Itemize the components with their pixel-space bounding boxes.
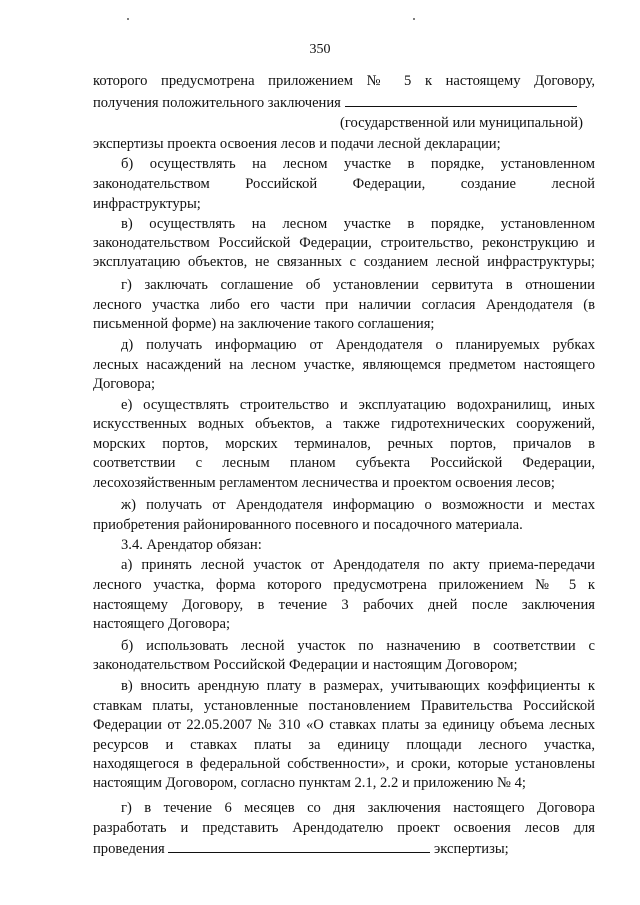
text-fragment: экспертизы; [434,841,509,857]
text-line: соответствии с лесным планом субъекта Российской Федерации, [93,455,595,471]
text-line: инфраструктуры; [93,196,201,212]
text-line: морских портов, морских терминалов, речных портов, причалов в [93,436,595,452]
text-line: настоящего Договора; [93,616,231,632]
text-line: б) осуществлять на лесном участке в порядке, установленном [121,156,595,172]
blank-fill-line [345,93,577,107]
text-line: приобретения районированного посевного и посадочного материала. [93,517,523,533]
text-line: лесохозяйственным регламентом лесничества и проектом освоения лесов; [93,475,555,491]
text-line: законодательством Российской Федерации, строительство, реконструкцию и [93,235,595,251]
text-line: эксплуатацию объектов, не связанных с созданием лесной инфраструктуры; [93,254,595,270]
text-line: законодательством Российской Федерации, создание лесной [93,176,595,192]
section-heading: 3.4. Арендатор обязан: [121,537,262,553]
text-line: которого предусмотрена приложением № 5 к настоящему Договору, [93,73,595,89]
text-line: б) использовать лесной участок по назначению в соответствии с [121,638,595,654]
text-line [93,839,595,858]
text-line: лесного участка либо его части при наличии согласия Арендодателя (в [93,297,595,313]
text-line: г) в течение 6 месяцев со дня заключения настоящего Договора [121,800,595,816]
scan-speck [413,18,415,20]
scan-speck [127,18,129,20]
blank-fill-line [168,839,430,853]
text-line: Федерации от 22.05.2007 № 310 «О ставках платы за единицу объема лесных [93,717,595,733]
text-line: настоящему Договору, в течение 3 рабочих дней после заключения [93,597,595,613]
text-fragment: проведения [93,841,165,857]
text-line [93,93,595,112]
blank-caption: (государственной или муниципальной) [340,115,583,131]
text-line: ставкам платы, установленные постановлением Правительства Российской [93,698,595,714]
text-line: разработать и представить Арендодателю проект освоения лесов для [93,820,595,836]
text-line: Договора; [93,376,156,392]
text-line: а) принять лесной участок от Арендодателя по акту приема-передачи [121,557,595,573]
text-line: экспертизы проекта освоения лесов и подачи лесной декларации; [93,136,501,152]
text-line: законодательством Российской Федерации и настоящим Договором; [93,657,518,673]
text-line: лесного участка, форма которого предусмотрена приложением № 5 к [93,577,595,593]
text-line: е) осуществлять строительство и эксплуатацию водохранилищ, иных [121,397,595,413]
text-line: письменной форме) на заключение такого соглашения; [93,316,435,332]
text-line: ж) получать от Арендодателя информацию о возможности и местах [121,497,595,513]
page-number: 350 [309,42,331,57]
text-line: настоящим Договором, согласно пунктам 2.1, 2.2 и приложению № 4; [93,775,526,791]
text-line: в) вносить арендную плату в размерах, учитывающих коэффициенты к [121,678,595,694]
text-line: искусственных водных объектов, а также гидротехнических сооружений, [93,416,595,432]
text-line: лесных насаждений на лесном участке, являющемся предметом настоящего [93,357,595,373]
text-line: в) осуществлять на лесном участке в порядке, установленном [121,216,595,232]
text-line: г) заключать соглашение об установлении сервитута в отношении [121,277,595,293]
text-line: находящегося в федеральной собственности», и сроки, которые установлены [93,756,595,772]
text-line: д) получать информацию от Арендодателя о планируемых рубках [121,337,595,353]
text-fragment: получения положительного заключения [93,95,341,111]
text-line: ресурсов и ставках платы за единицу площади лесного участка, [93,737,595,753]
